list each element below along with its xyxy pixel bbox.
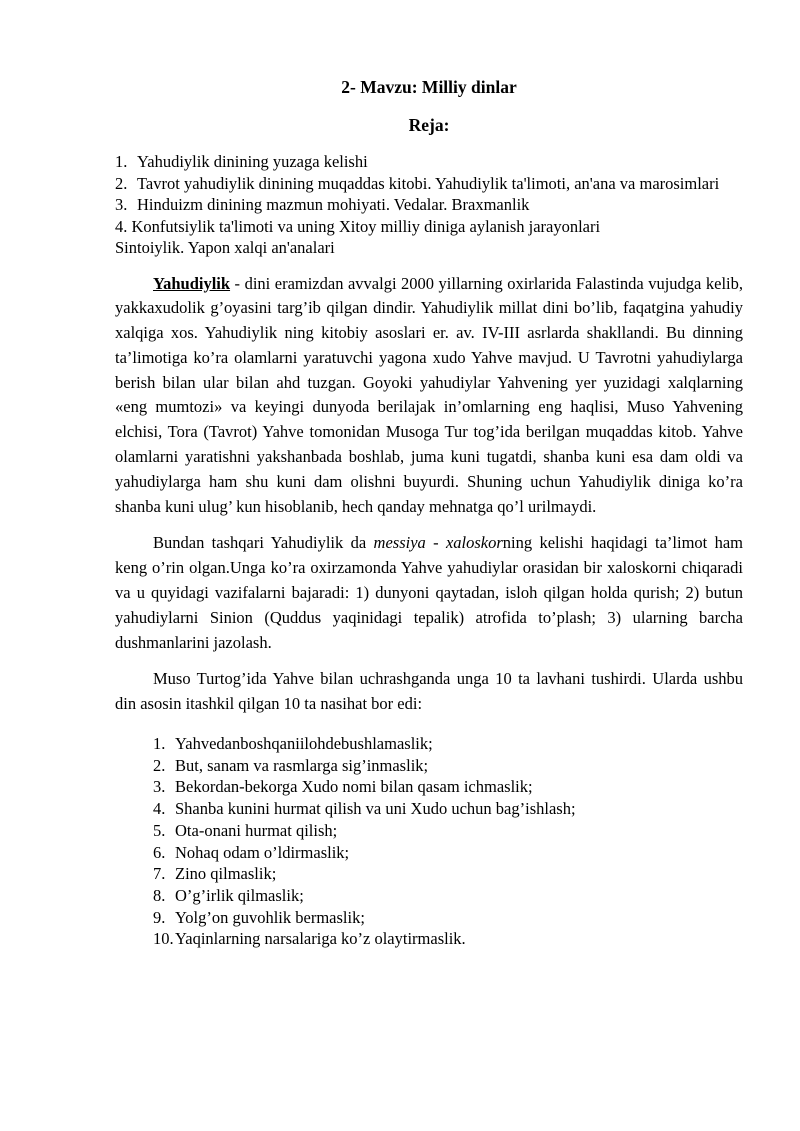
list-item-text: Yolg’on guvohlik bermaslik; <box>175 907 365 927</box>
plan-item-4: 4. Konfutsiylik ta'limoti va uning Xitoy milliy diniga aylanish jarayonlari <box>115 216 601 236</box>
list-item-text: Bekordan-bekorga Xudo nomi bilan qasam ichmaslik; <box>175 777 533 797</box>
list-item-text: Yaqinlarning narsalariga ko’z olaytirmaslik. <box>175 929 466 949</box>
list-item-number: 8. <box>153 885 166 905</box>
list-item-number: 7. <box>153 864 166 884</box>
list-item <box>153 885 743 907</box>
plan-item-text: Hinduizm dinining mazmun mohiyati. Vedalar. Braxmanlik <box>137 195 530 214</box>
plan-item-text: Yahudiylik dinining yuzaga kelishi <box>137 152 368 171</box>
list-item <box>153 907 743 929</box>
list-item <box>153 733 743 755</box>
list-item-text: Zino qilmaslik; <box>175 864 277 884</box>
plan-item <box>115 194 743 216</box>
list-item-number: 3. <box>153 777 166 797</box>
commandments-list <box>153 733 743 950</box>
list-item-text: O’g’irlik qilmaslik; <box>175 885 304 905</box>
list-item <box>153 820 743 842</box>
paragraph-judaism-text: - dini eramizdan avvalgi 2000 yillarning oxirlarida Falastinda vujudga kelib, yakkaxudolik g’oyasini targ’ib qilgan dindir. Yahudiylik millat dini bo’lib, faqatgina yahudiy xalqiga xos. Yahudiylik ning kitobiy asoslari er. av. IV-III asrlarda shakllandi. Bu dinning ta’limotiga ko’ra olamlarni yaratuvchi yagona xudo Yahve mavjud. U Tavrotni yahudiylarga berish bilan ular bilan ahd tuzgan. Goyoki yahudiylar Yahvening yer yuzidagi xalqlarning «eng mumtozi» va keyingi dunyoda berilajak in’omlarning eng haqlisi, Muso Yahvening elchisi, Tora (Tavrot) Yahve tomonidan Musoga Tur tog’ida berilgan muqaddas kitob. Yahve olamlarni yaratishni yakshanbada boshlab, juma kuni tugatdi, shanba kuni esa dam oldi va yahudiylarga ham shu kuni dam olishni buyurdi. Shuning uchun Yahudiylik diniga ko’ra shanba kuni ulug’ kun hisoblanib, hech qanday mehnatga qo’l urilmaydi. <box>115 273 743 516</box>
list-item <box>153 798 743 820</box>
list-item-number: 4. <box>153 799 166 819</box>
paragraph-messiah <box>115 531 743 655</box>
plan-item-number: 2. <box>115 173 128 193</box>
list-item-number: 6. <box>153 842 166 862</box>
paragraph-tablets: Muso Turtog’ida Yahve bilan uchrashganda unga 10 ta lavhani tushirdi. Ularda ushbu din asosin itashkil qilgan 10 ta nasihat bor edi: <box>115 669 743 714</box>
plan-item-number: 1. <box>115 152 128 171</box>
plan-item-number: 3. <box>115 195 128 214</box>
paragraph-judaism <box>115 272 743 520</box>
plan-item <box>115 173 743 195</box>
list-item <box>153 776 743 798</box>
list-item <box>153 863 743 885</box>
list-item-text: Nohaq odam o’ldirmaslik; <box>175 842 350 862</box>
list-item-number: 5. <box>153 820 166 840</box>
list-item-number: 9. <box>153 907 166 927</box>
paragraph-messiah-lead: Bundan tashqari Yahudiylik da <box>153 533 374 553</box>
paragraph-messiah-text: ning kelishi haqidagi ta’limot ham keng o’rin olgan.Unga ko’ra oxirzamonda Yahve yahudiylar orasidan bir xaloskorni chiqaradi va u quyidagi vazifalarni bajaradi: 1) dunyoni qaytadan, isloh qilgan holda qurish; 2) butun yahudiylarni Sinion (Quddus yaqinidagi tepalik) atrofida to’plash; 3) ularning barcha dushmanlarini jazolash. <box>115 533 743 652</box>
list-item <box>153 842 743 864</box>
plan-item <box>115 151 743 173</box>
list-item-text: But, sanam va rasmlarga sig’inmaslik; <box>175 755 429 775</box>
list-item-number: 2. <box>153 755 166 775</box>
list-item <box>153 755 743 777</box>
list-item-number: 10. <box>153 929 174 949</box>
plan-heading: Reja: <box>408 115 450 135</box>
plan-item-text: Tavrot yahudiylik dinining muqaddas kitobi. Yahudiylik ta'limoti, an'ana va marosimlari <box>137 173 720 193</box>
list-item <box>153 928 743 950</box>
list-item-text: Yahvedanboshqaniilohdebushlamaslik; <box>175 734 433 754</box>
plan-list <box>115 151 743 259</box>
list-item-text: Ota-onani hurmat qilish; <box>175 820 338 840</box>
plan-item-4-continuation: Sintoiylik. Yapon xalqi an'analari <box>115 238 335 257</box>
page-title: 2- Mavzu: Milliy dinlar <box>341 77 517 97</box>
list-item-number: 1. <box>153 734 166 754</box>
term-messiya: messiya - xaloskor <box>373 533 503 553</box>
list-item-text: Shanba kunini hurmat qilish va uni Xudo uchun bag’ishlash; <box>175 799 576 819</box>
term-yahudiylik: Yahudiylik <box>153 273 231 293</box>
